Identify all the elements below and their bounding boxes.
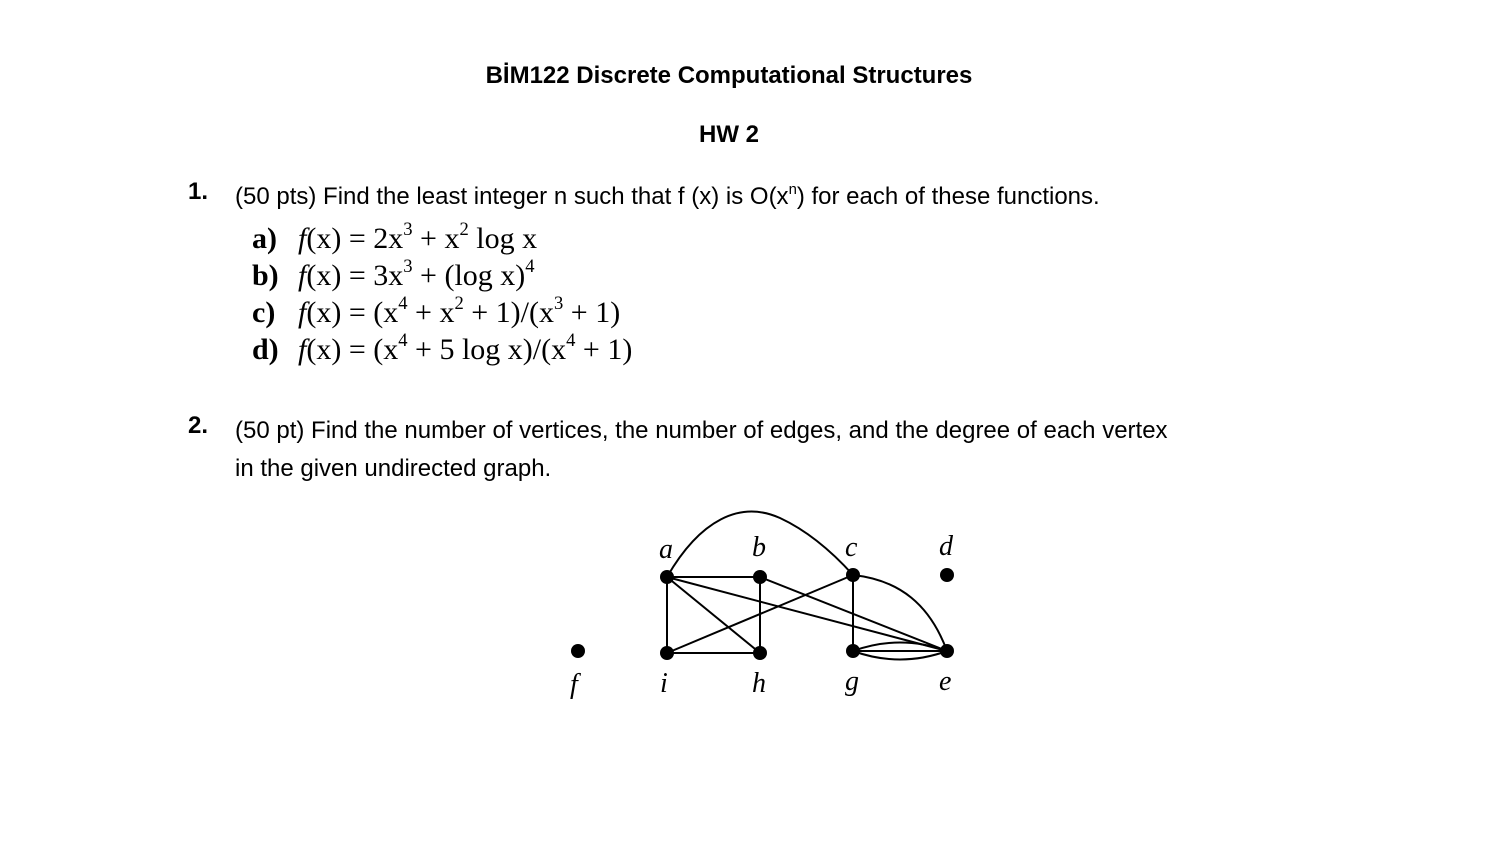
edge-g-e-2 <box>853 643 947 652</box>
vertex-c <box>846 568 860 582</box>
label-h: h <box>752 668 766 699</box>
vertex-e <box>940 644 954 658</box>
function-item-d: d) $f(x) = (x^4 + 5$ $\log x)/(x^4 + 1)$ <box>252 330 633 366</box>
question-2-text: (50 pt) Find the number of vertices, the number of edges, and the degree of each vertex in the given undirected graph. <box>235 417 1168 482</box>
function-item-b: b) $f(x) = 3x^3 + (\log$ x)$^4$ <box>252 256 535 292</box>
label-g: g <box>845 666 859 697</box>
vertex-i <box>660 646 674 660</box>
label-d: d <box>939 531 953 562</box>
function-list <box>252 220 632 368</box>
vertex-a <box>660 570 674 584</box>
label-e: e <box>939 666 952 697</box>
edge-a-e <box>667 577 947 651</box>
undirected-graph <box>540 500 980 710</box>
vertex-f <box>571 644 585 658</box>
label-c: c <box>845 532 858 563</box>
vertex-b <box>753 570 767 584</box>
edge-g-e-3 <box>853 651 947 660</box>
question-2-number: 2. <box>188 412 209 439</box>
question-1-number: 1. <box>188 178 209 205</box>
label-b: b <box>752 532 766 563</box>
vertex-d <box>940 568 954 582</box>
vertex-g <box>846 644 860 658</box>
question-1-text: (50 pts) Find the least integer n such that f (x) is $O(x^n)$ for each of these functions. <box>235 181 1100 210</box>
page-subtitle: HW 2 <box>699 121 759 148</box>
page-title: BİM122 Discrete Computational Structures <box>485 62 973 89</box>
label-a: a <box>659 534 673 565</box>
function-item-a: a) $f(x) = 2x^3 + x^2$ log x <box>252 219 538 255</box>
vertex-h <box>753 646 767 660</box>
label-f: f <box>570 669 578 700</box>
function-item-c: c) $f(x) = (x^4 + x^2 + 1)/(x^3 + 1)$ <box>252 293 621 329</box>
label-i: i <box>660 668 668 699</box>
